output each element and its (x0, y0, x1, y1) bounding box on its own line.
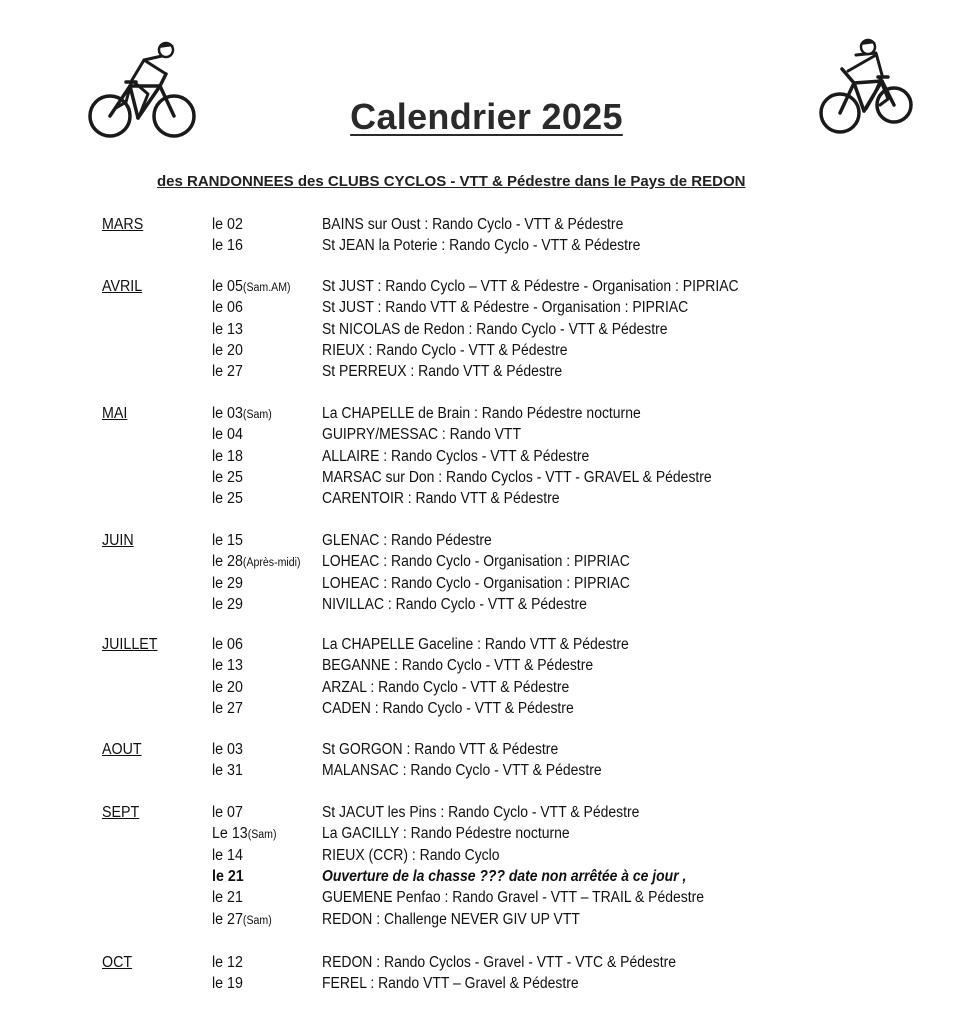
event-description: BEGANNE : Rando Cyclo - VTT & Pédestre (322, 657, 594, 675)
event-date (212, 700, 243, 718)
event-day: le 27 (212, 363, 243, 381)
event-day: le 05 (212, 278, 243, 295)
month-label: AOUT (102, 741, 142, 758)
event-day: Le 13 (212, 825, 248, 843)
event-description: St PERREUX : Rando VTT & Pédestre (322, 363, 563, 381)
event-day: le 27 (212, 910, 243, 928)
event-date (212, 490, 243, 508)
event-day: le 04 (212, 426, 243, 444)
event-row (0, 405, 973, 426)
event-description: St GORGON : Rando VTT & Pédestre (322, 741, 559, 758)
event-row (0, 575, 973, 596)
month-label: MARS (102, 216, 144, 233)
event-date (212, 657, 243, 675)
event-day: le 03 (212, 741, 243, 758)
page-title: Calendrier 2025 (350, 96, 623, 137)
event-description: ARZAL : Rando Cyclo - VTT & Pédestre (322, 678, 570, 696)
event-description: La GACILLY : Rando Pédestre nocturne (322, 825, 570, 843)
event-day: le 06 (212, 299, 243, 317)
event-row (0, 954, 973, 975)
event-row (0, 889, 973, 910)
event-row (0, 804, 973, 825)
event-day: le 21 (212, 867, 244, 885)
month-label: MAI (102, 405, 128, 422)
event-day: le 13 (212, 657, 243, 675)
event-date (212, 889, 243, 907)
event-description: REDON : Rando Cyclos - Gravel - VTT - VTC & Pédestre (322, 954, 677, 971)
event-date (212, 405, 272, 423)
event-row (0, 448, 973, 469)
event-description: St JACUT les Pins : Rando Cyclo - VTT & Pédestre (322, 804, 640, 821)
event-date (212, 553, 301, 571)
event-date (212, 954, 243, 972)
event-row (0, 553, 973, 574)
event-row (0, 490, 973, 511)
event-description: LOHEAC : Rando Cyclo - Organisation : PIPRIAC (322, 553, 630, 571)
event-date (212, 975, 243, 993)
event-description: La CHAPELLE de Brain : Rando Pédestre nocturne (322, 405, 641, 422)
event-day: le 25 (212, 468, 243, 486)
event-description: CADEN : Rando Cyclo - VTT & Pédestre (322, 699, 574, 717)
event-row (0, 426, 973, 447)
event-description: CARENTOIR : Rando VTT & Pédestre (322, 490, 560, 508)
event-day: le 29 (212, 574, 243, 592)
month-label: AVRIL (102, 278, 143, 295)
event-date (212, 596, 243, 614)
event-row (0, 596, 973, 617)
event-description: GLENAC : Rando Pédestre (322, 532, 492, 549)
event-row (0, 657, 973, 678)
event-row (0, 532, 973, 553)
event-row (0, 278, 973, 299)
event-date (212, 804, 243, 822)
event-description: GUIPRY/MESSAC : Rando VTT (322, 426, 521, 444)
event-description: Ouverture de la chasse ??? date non arrêtée à ce jour , (322, 867, 687, 885)
event-row (0, 363, 973, 384)
event-day: le 03 (212, 405, 243, 422)
month-label: JUIN (102, 532, 134, 549)
event-date (212, 532, 243, 550)
event-date (212, 321, 243, 339)
event-date (212, 299, 243, 317)
event-row (0, 700, 973, 721)
event-date (212, 741, 243, 759)
event-date (212, 237, 243, 255)
event-date (212, 448, 243, 466)
event-row (0, 216, 973, 237)
event-row (0, 825, 973, 846)
event-day: le 25 (212, 490, 243, 508)
event-date (212, 911, 272, 929)
event-description: St NICOLAS de Redon : Rando Cyclo - VTT & Pédestre (322, 320, 668, 338)
event-row (0, 762, 973, 783)
event-day: le 14 (212, 846, 243, 864)
event-date (212, 363, 243, 381)
event-description: FEREL : Rando VTT – Gravel & Pédestre (322, 975, 579, 993)
month-label: SEPT (102, 804, 140, 821)
event-row (0, 868, 973, 889)
event-day: le 02 (212, 216, 243, 233)
event-description: ALLAIRE : Rando Cyclos - VTT & Pédestre (322, 447, 590, 465)
event-description: LOHEAC : Rando Cyclo - Organisation : PIPRIAC (322, 574, 630, 592)
event-date (212, 762, 243, 780)
event-date (212, 868, 244, 886)
event-row (0, 636, 973, 657)
event-description: MALANSAC : Rando Cyclo - VTT & Pédestre (322, 762, 602, 780)
event-description: BAINS sur Oust : Rando Cyclo - VTT & Pédestre (322, 216, 624, 233)
event-row (0, 911, 973, 932)
event-row (0, 741, 973, 762)
event-date (212, 825, 277, 843)
event-description: St JUST : Rando Cyclo – VTT & Pédestre - Organisation : PIPRIAC (322, 278, 739, 295)
event-date (212, 847, 243, 865)
event-day: le 19 (212, 975, 243, 993)
event-note: (Sam) (242, 409, 272, 421)
event-note: (Sam) (242, 914, 272, 927)
event-note: (Sam.AM) (242, 282, 291, 294)
event-day: le 15 (212, 532, 243, 549)
event-description: MARSAC sur Don : Rando Cyclos - VTT - GRAVEL & Pédestre (322, 468, 712, 486)
event-note: (Après-midi) (242, 557, 301, 570)
event-day: le 27 (212, 699, 243, 717)
event-date (212, 636, 243, 654)
event-row (0, 237, 973, 258)
event-day: le 31 (212, 762, 243, 780)
event-row (0, 469, 973, 490)
event-note: (Sam) (247, 829, 277, 842)
event-description: St JEAN la Poterie : Rando Cyclo - VTT & Pédestre (322, 237, 641, 255)
event-row (0, 847, 973, 868)
event-day: le 21 (212, 889, 243, 907)
event-date (212, 679, 243, 697)
page-subtitle: des RANDONNEES des CLUBS CYCLOS - VTT & Pédestre dans le Pays de REDON (157, 173, 746, 190)
event-day: le 13 (212, 320, 243, 338)
month-label: OCT (102, 954, 133, 971)
event-day: le 20 (212, 678, 243, 696)
event-description: GUEMENE Penfao : Rando Gravel - VTT – TRAIL & Pédestre (322, 889, 704, 907)
event-date (212, 469, 243, 487)
event-date (212, 342, 243, 360)
event-day: le 20 (212, 341, 243, 359)
event-description: NIVILLAC : Rando Cyclo - VTT & Pédestre (322, 595, 587, 613)
event-row (0, 321, 973, 342)
event-row (0, 299, 973, 320)
event-day: le 07 (212, 804, 243, 821)
event-description: RIEUX (CCR) : Rando Cyclo (322, 846, 500, 864)
event-day: le 06 (212, 636, 243, 653)
event-description: St JUST : Rando VTT & Pédestre - Organisation : PIPRIAC (322, 299, 689, 317)
event-day: le 12 (212, 954, 243, 971)
event-date (212, 278, 291, 296)
event-row (0, 342, 973, 363)
event-day: le 18 (212, 447, 243, 465)
event-day: le 29 (212, 595, 243, 613)
event-description: REDON : Challenge NEVER GIV UP VTT (322, 910, 580, 928)
event-date (212, 575, 243, 593)
event-description: RIEUX : Rando Cyclo - VTT & Pédestre (322, 341, 568, 359)
month-label: JUILLET (102, 636, 158, 653)
event-description: La CHAPELLE Gaceline : Rando VTT & Pédestre (322, 636, 629, 653)
event-row (0, 975, 973, 996)
event-row (0, 679, 973, 700)
event-date (212, 426, 243, 444)
event-date (212, 216, 243, 234)
event-day: le 28 (212, 553, 243, 571)
event-day: le 16 (212, 237, 243, 255)
